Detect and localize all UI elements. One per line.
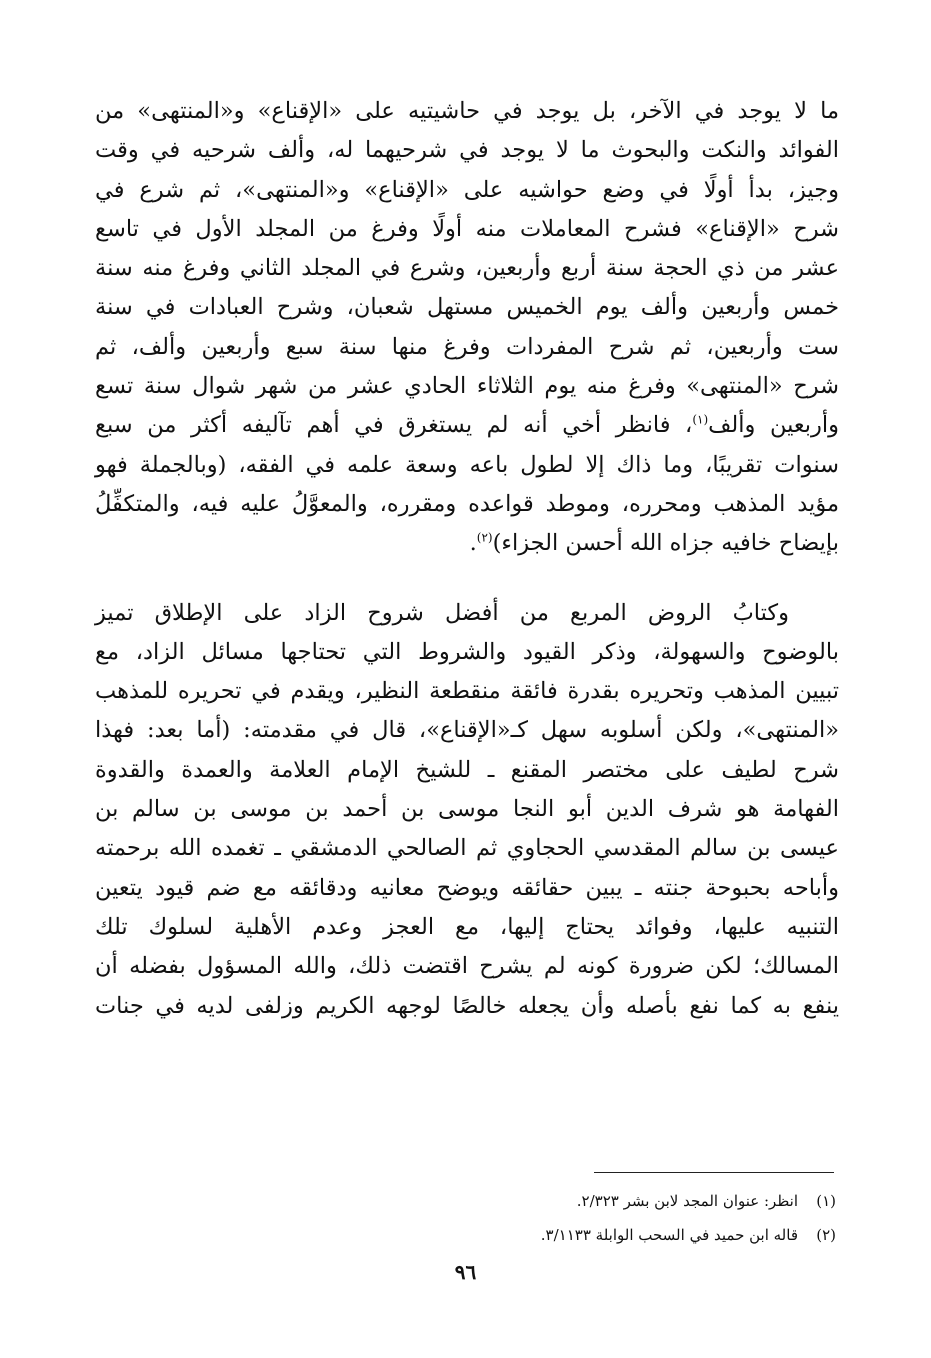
text-line: عشر من ذي الحجة سنة أربع وأربعين، وشرع في المجلد الثاني وفرغ منه سنة [95,255,839,282]
text-line: الفهامة هو شرف الدين أبو النجا موسى بن أحمد بن موسى بن سالم بن [95,796,839,823]
footnote-text: قاله ابن حميد في السحب الوابلة ٣/١١٣٣. [540,1226,798,1244]
text-line: ينفع به كما نفع بأصله وأن يجعله خالصًا لوجهه الكريم وزلفى لديه في جنات [95,992,839,1019]
page-number: ٩٦ [454,1260,477,1284]
footnote-ref-1[interactable]: (١) [692,412,709,427]
footnote-1 [96,1184,836,1218]
text-line: «المنتهى»، ولكن أسلوبه سهل كـ«الإقناع»، قال في مقدمته: (أما بعد: فهذا [95,717,839,744]
text-line: شرح «المنتهى» وفرغ منه يوم الثلاثاء الحادي عشر من شهر شوال سنة تسع [95,373,839,400]
text-line: التنبيه عليها، وفوائد يحتاج إليها، مع العجز وعدم الأهلية لسلوك تلك [95,913,839,940]
paragraph-2 [95,594,839,1026]
text-line: عيسى بن سالم المقدسي الحجاوي ثم الصالحي الدمشقي ـ تغمده الله برحمته [95,835,839,862]
text-line: المسالك؛ لكن ضرورة كونه لم يشرح اقتضت ذلك، والله المسؤول بفضله أن [95,953,839,980]
text-line: وجيز، بدأ أولًا في وضع حواشيه على «الإقناع» و«المنتهى»، ثم شرع في [95,176,839,203]
text-line: ما لا يوجد في الآخر، بل يوجد في حاشيتيه على «الإقناع» و«المنتهى» من [95,98,839,124]
text-line: خمس وأربعين وألف يوم الخميس مستهل شعبان، وشرح العبادات في سنة [95,294,839,321]
footnote-divider [594,1172,834,1173]
text-line: سنوات تقريبًا، وما ذاك إلا لطول باعه وسعة علمه في الفقه، (وبالجملة فهو [95,451,839,478]
text-line: شرح لطيف على مختصر المقنع ـ للشيخ الإمام العلامة والعمدة والقدوة [95,756,839,783]
text-line [95,406,839,445]
text-segment: وأربعين وألف [708,412,839,439]
text-line: تبيين المذهب وتحريره بقدرة فائقة منقطعة النظير، ويقدم في تحريره للمذهب [95,678,839,705]
text-segment: ، فانظر أخي أنه لم يستغرق في أهم تآليفه أكثر من سبع [95,412,693,439]
text-line: الفوائد والنكت والبحوث ما لا يوجد في شرحيهما له، وألف شرحيه في وقت [95,137,839,164]
text-line: شرح «الإقناع» فشرح المعاملات منه أولًا وفرغ من المجلد الأول في تاسع [95,215,840,242]
main-text [95,92,839,1026]
footnote-number: (١) [816,1192,836,1210]
footnote-ref-2[interactable]: (٢) [476,530,493,545]
text-line: وكتابُ الروض المربع من أفضل شروح الزاد على الإطلاق تميز [95,599,789,626]
footnote-2 [96,1218,836,1252]
text-line: مؤيد المذهب ومحرره، وموطد قواعده ومقرره، والمعوَّلُ عليه فيه، والمتكفِّلُ [95,490,839,517]
footnote-number: (٢) [816,1226,836,1244]
paragraph-1 [95,92,839,564]
text-segment: بإيضاح خافيه جزاه الله أحسن الجزاء) [492,530,839,557]
footnotes [96,1184,836,1252]
text-segment: . [469,530,477,557]
text-line: وأباحه بحبوحة جنته ـ يبين حقائقه ويوضح معانيه ودقائقه مع ضم قيود يتعين [95,874,839,901]
text-line [95,524,839,563]
text-line: بالوضوح والسهولة، وذكر القيود والشروط التي تحتاجها مسائل الزاد، مع [95,638,839,665]
text-line: ست وأربعين، ثم شرح المفردات وفرغ منها سنة سبع وأربعين وألف، ثم [95,333,839,360]
footnote-text: انظر: عنوان المجد لابن بشر ٢/٣٢٣. [576,1192,798,1210]
